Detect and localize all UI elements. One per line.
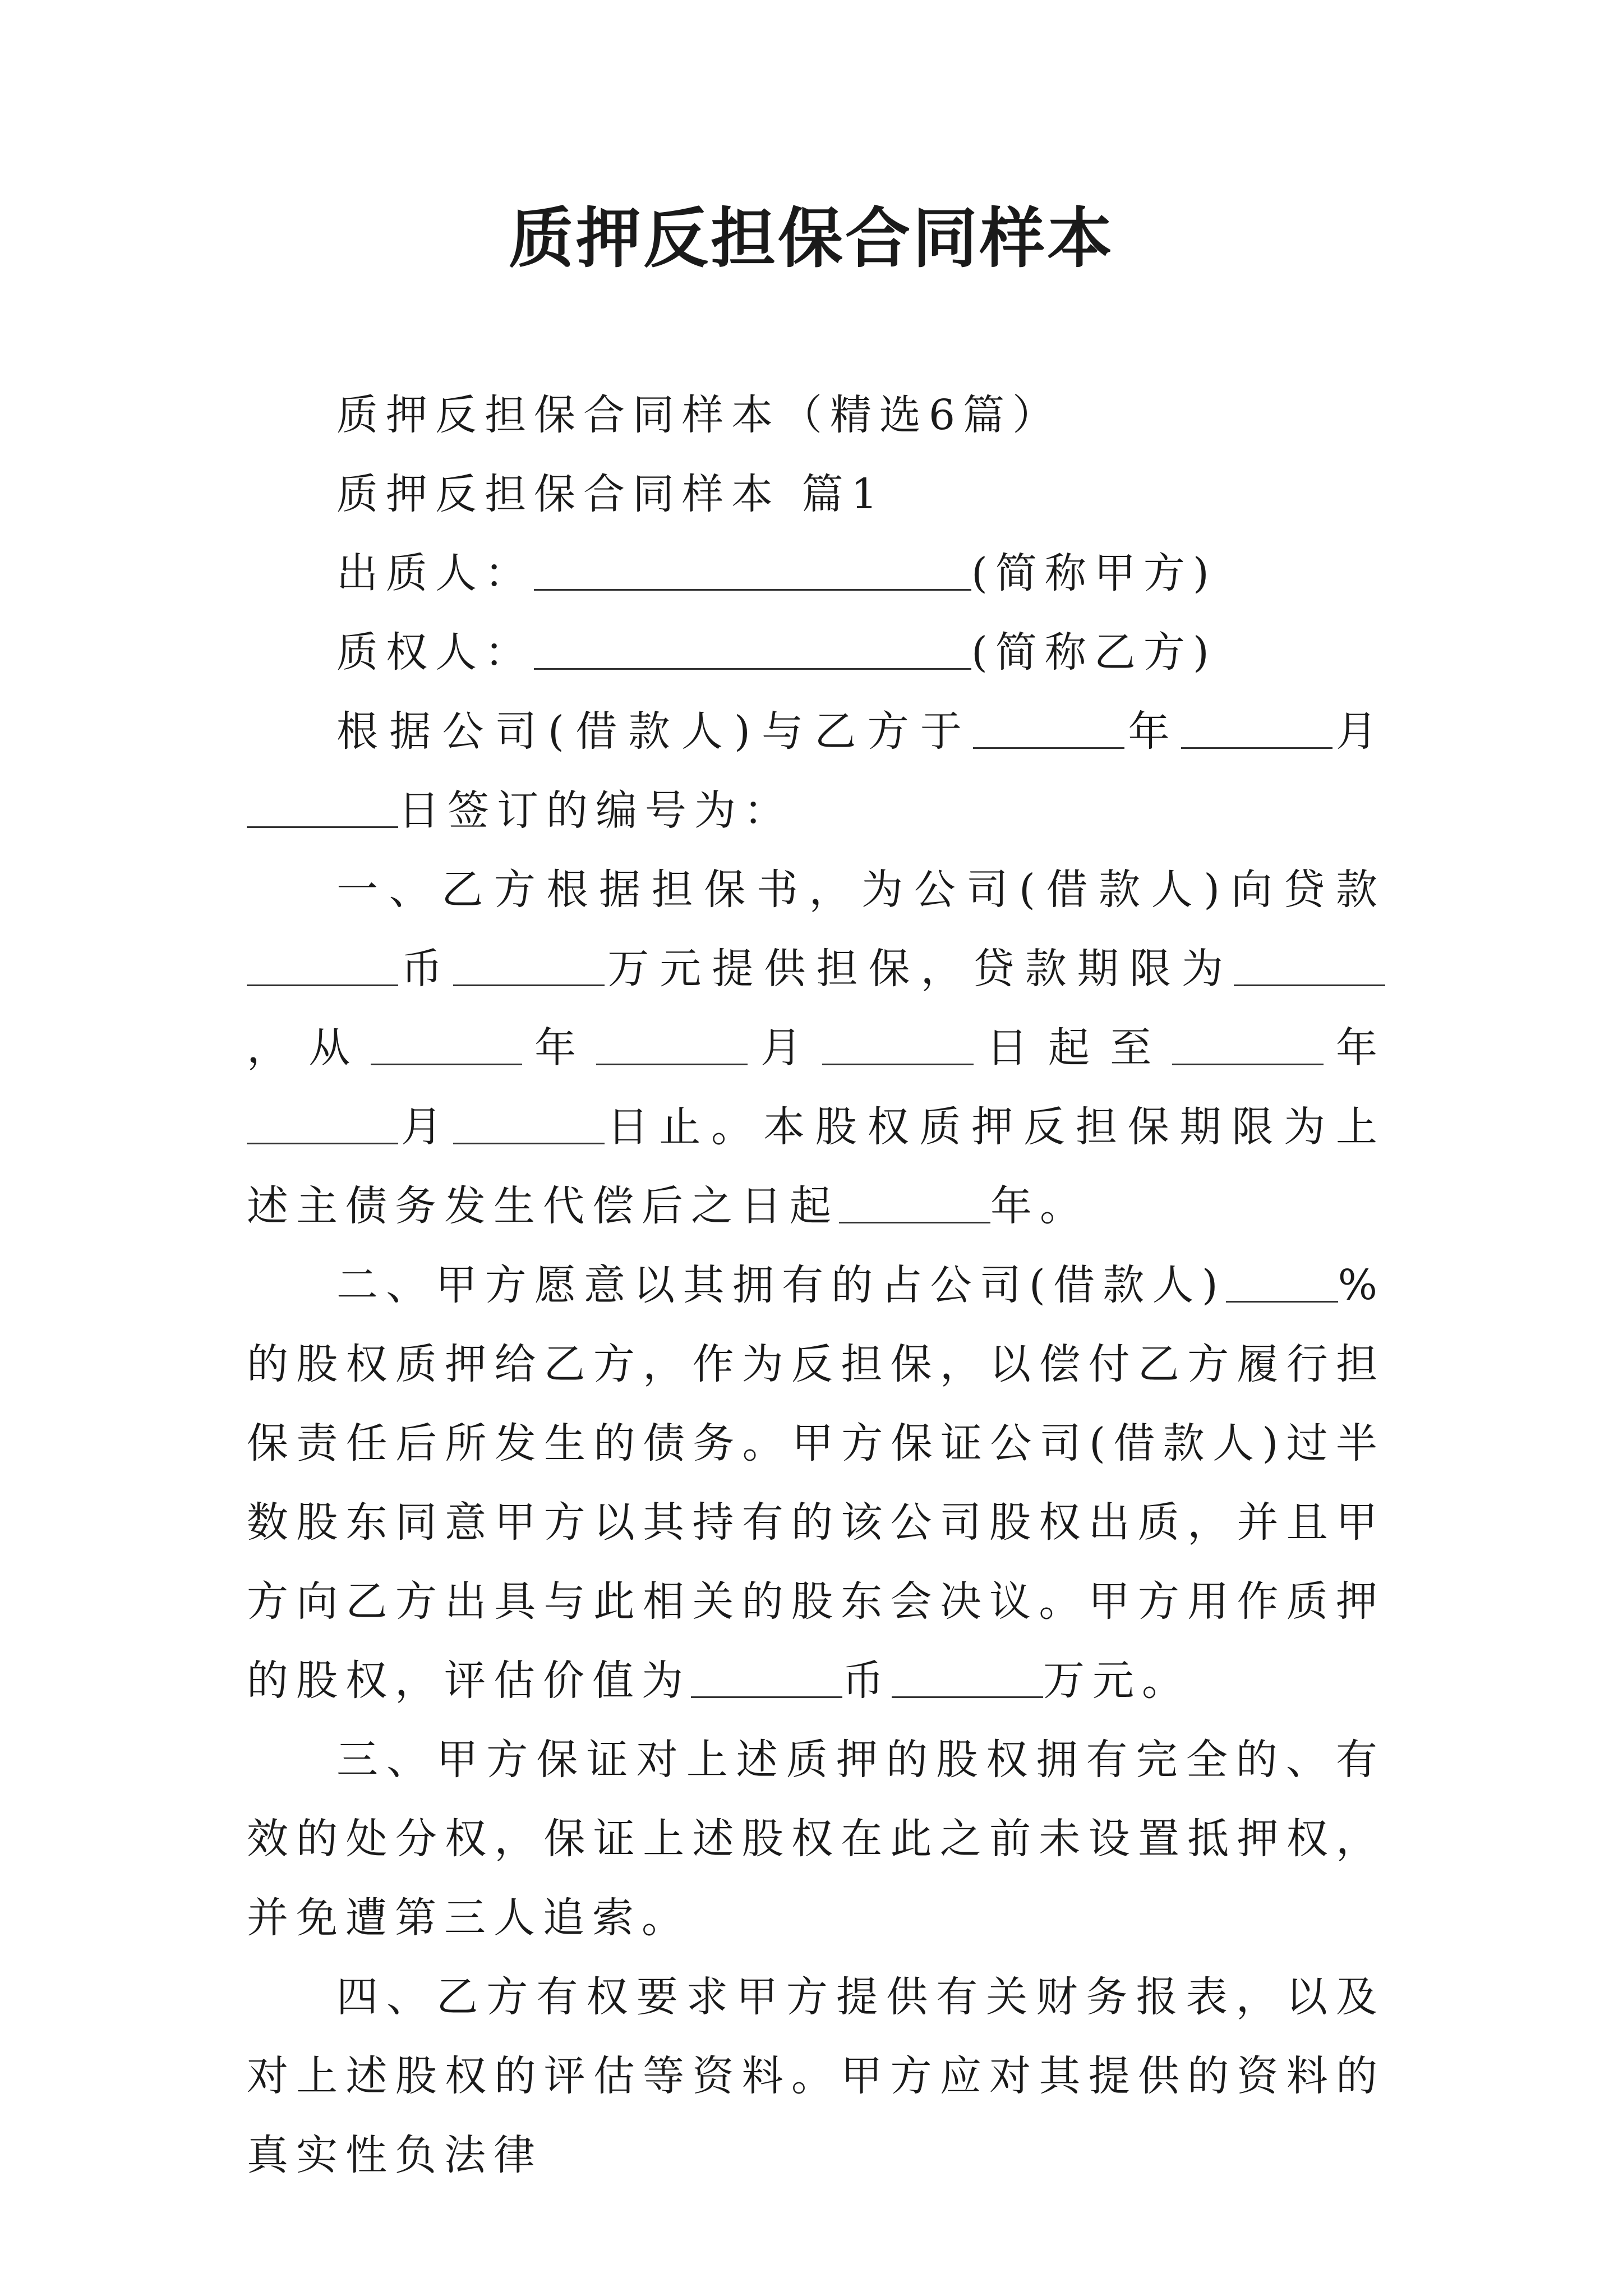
clause-1-text: 年 xyxy=(1323,1024,1386,1072)
pledgor-line xyxy=(247,534,1385,613)
subtitle xyxy=(247,376,1385,455)
clause-1-text: 日止。本股权质押反担保期限为上述主债务发生代偿后之日起 xyxy=(247,1103,1386,1230)
pledgee-line xyxy=(247,613,1385,692)
blank xyxy=(247,1101,398,1144)
clause-1-text: ，从 xyxy=(247,1024,371,1072)
blank xyxy=(596,1022,748,1065)
blank xyxy=(1181,706,1332,749)
subtitle-text: 质押反担保合同样本（精选6篇） xyxy=(336,391,1062,439)
blank xyxy=(453,1101,605,1144)
clause-1-text: 年。 xyxy=(990,1182,1089,1230)
intro-month: 月 xyxy=(1332,707,1385,756)
clause-2-text: 二、甲方愿意以其拥有的占公司(借款人) xyxy=(336,1261,1226,1309)
clause-1-text: 年 xyxy=(522,1024,597,1072)
section-heading-text: 质押反担保合同样本 篇1 xyxy=(336,470,886,518)
blank xyxy=(247,943,398,986)
pledgor-blank xyxy=(534,547,971,591)
blank xyxy=(892,1655,1043,1698)
clause-2 xyxy=(247,1246,1385,1720)
clause-3 xyxy=(247,1720,1385,1958)
clause-1-text: 月 xyxy=(398,1103,453,1151)
clause-2-text: 币 xyxy=(842,1657,892,1705)
blank xyxy=(973,706,1124,749)
blank xyxy=(1234,943,1385,986)
clause-2-text: 万元。 xyxy=(1043,1657,1191,1705)
pledgee-suffix: (简称乙方) xyxy=(971,628,1217,677)
clause-4-text: 四、乙方有权要求甲方提供有关财务报表，以及对上述股权的评估等资料。甲方应对其提供的资料的真实性负法律 xyxy=(247,1973,1385,2179)
pledgor-label: 出质人： xyxy=(336,549,534,597)
clause-1-text: 日起至 xyxy=(974,1024,1172,1072)
blank xyxy=(1172,1022,1324,1065)
section-heading xyxy=(247,455,1385,534)
clause-3-text: 三、甲方保证对上述质押的股权拥有完全的、有效的处分权，保证上述股权在此之前未设置抵押权，并免遭第三人追索。 xyxy=(247,1736,1385,1942)
blank xyxy=(247,785,398,828)
blank xyxy=(839,1180,990,1223)
clause-2-text: %的股权质押给乙方，作为反担保，以偿付乙方履行担保责任后所发生的债务。甲方保证公司(借款人)过半数股东同意甲方以其持有的该公司股权出质，并且甲方向乙方出具与此相关的股东会决议。甲方用作质押的股权，评估价值为 xyxy=(247,1261,1385,1705)
blank xyxy=(691,1655,842,1698)
intro-paragraph xyxy=(247,692,1385,850)
blank xyxy=(453,943,605,986)
document-body xyxy=(247,376,1385,2195)
document-title: 质押反担保合同样本 xyxy=(509,200,1114,277)
intro-text: 根据公司(借款人)与乙方于 xyxy=(336,707,974,756)
pledgor-suffix: (简称甲方) xyxy=(971,549,1217,597)
pledgee-label: 质权人： xyxy=(336,628,534,677)
clause-1-text: 万元提供担保，贷款期限为 xyxy=(605,945,1234,993)
clause-1-text: 月 xyxy=(748,1024,823,1072)
blank xyxy=(1226,1259,1338,1303)
blank xyxy=(371,1022,522,1065)
clause-1-text: 一、乙方根据担保书，为公司(借款人)向贷款 xyxy=(336,866,1385,914)
clause-1-text: 币 xyxy=(398,945,454,993)
pledgee-blank xyxy=(534,627,971,670)
intro-year: 年 xyxy=(1124,707,1181,756)
clause-1 xyxy=(247,850,1385,1246)
clause-4 xyxy=(247,1958,1385,2195)
blank xyxy=(822,1022,974,1065)
intro-text-2: 日签订的编号为： xyxy=(398,786,793,835)
